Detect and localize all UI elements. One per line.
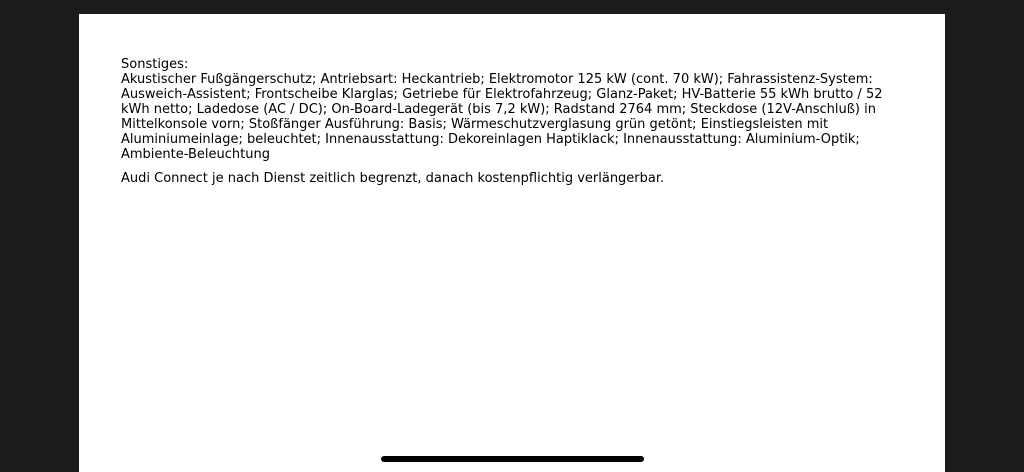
document-sheet[interactable] xyxy=(79,14,945,472)
equipment-list-text: Akustischer Fußgängerschutz; Antriebsart: Heckantrieb; Elektromotor 125 kW (cont. 70 kW); Fahrassistenz-System: Ausweich-Assistent; Frontscheibe Klarglas; Getriebe für Elektrofahrzeug; Glanz-Paket; HV-Batterie 55 kWh brutto / 52 kWh netto; Ladedose (AC / DC); On-Board-Ladegerät (bis 7,2 kW); Radstand 2764 mm; Steckdose (12V-Anschluß) in Mittelkonsole vorn; Stoßfänger Ausführung: Basis; Wärmeschutzverglasung grün getönt; Einstiegsleisten mit Aluminiumeinlage; beleuchtet; Innenausstattung: Dekoreinlagen Haptiklack; Innenausstattung: Aluminium-Optik; Ambiente-Beleuchtung xyxy=(121,72,883,162)
document-content xyxy=(121,57,913,186)
section-heading: Sonstiges: xyxy=(121,57,189,72)
audi-connect-note: Audi Connect je nach Dienst zeitlich begrenzt, danach kostenpflichtig verlängerbar. xyxy=(121,171,665,186)
home-indicator-bar[interactable] xyxy=(381,456,644,462)
